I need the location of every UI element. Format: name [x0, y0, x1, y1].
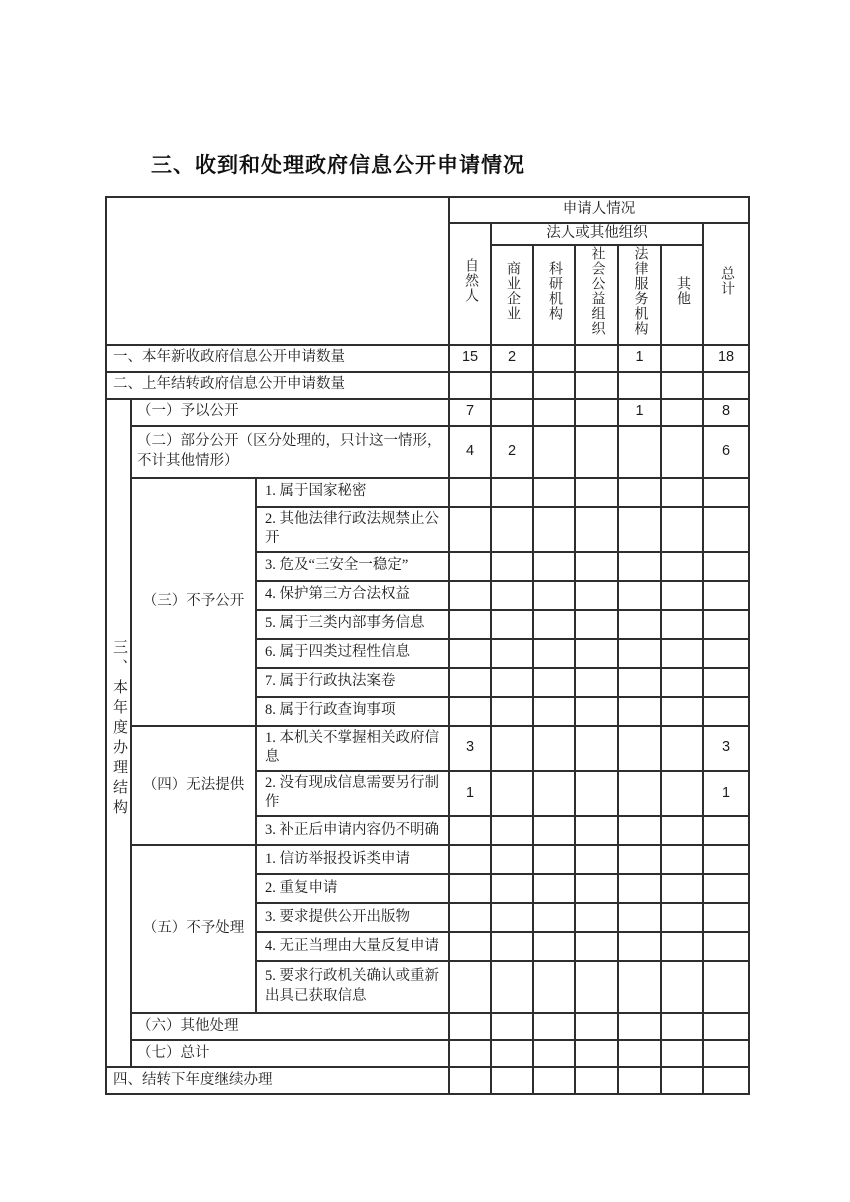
header-stub-cell — [106, 197, 449, 345]
table-row — [106, 372, 749, 399]
data-cell — [491, 1013, 533, 1040]
data-cell — [533, 610, 575, 639]
data-cell — [703, 697, 749, 726]
data-cell — [575, 816, 618, 845]
data-cell — [575, 639, 618, 668]
data-cell — [533, 639, 575, 668]
data-cell — [491, 668, 533, 697]
sub-item-label: 6. 属于四类过程性信息 — [256, 639, 449, 668]
data-cell — [703, 478, 749, 507]
data-cell — [533, 345, 575, 372]
data-cell — [533, 552, 575, 581]
group-label-no-processing: （五）不予处理 — [131, 845, 256, 1013]
column-header-legal-service — [618, 245, 661, 345]
data-cell — [661, 552, 703, 581]
data-cell — [618, 1067, 661, 1094]
vertical-text: 自然人 — [463, 258, 479, 303]
data-cell — [575, 903, 618, 932]
data-cell — [618, 932, 661, 961]
data-cell — [449, 1040, 491, 1067]
data-cell — [449, 874, 491, 903]
column-header-natural-person — [449, 223, 491, 345]
data-cell — [533, 581, 575, 610]
vertical-text: 三、本年度办理结构 — [111, 639, 127, 820]
data-cell — [618, 372, 661, 399]
row-label: 四、结转下年度继续办理 — [106, 1067, 449, 1094]
data-cell — [703, 932, 749, 961]
data-cell — [661, 507, 703, 552]
data-cell — [491, 932, 533, 961]
table-row — [106, 845, 749, 874]
table-row — [106, 478, 749, 507]
data-cell — [491, 372, 533, 399]
row-label: （六）其他处理 — [131, 1013, 449, 1040]
data-cell — [449, 478, 491, 507]
data-cell — [661, 345, 703, 372]
data-cell — [703, 874, 749, 903]
data-cell — [533, 961, 575, 1013]
data-cell — [661, 426, 703, 478]
data-cell — [703, 845, 749, 874]
data-cell — [533, 1013, 575, 1040]
data-cell — [703, 903, 749, 932]
data-cell — [449, 903, 491, 932]
data-cell — [618, 507, 661, 552]
sub-item-label: 2. 重复申请 — [256, 874, 449, 903]
data-cell — [661, 961, 703, 1013]
data-cell: 1 — [703, 771, 749, 816]
data-cell — [661, 610, 703, 639]
sub-item-label: 4. 保护第三方合法权益 — [256, 581, 449, 610]
data-cell — [449, 1067, 491, 1094]
sub-item-label: 3. 要求提供公开出版物 — [256, 903, 449, 932]
sub-item-label: 4. 无正当理由大量反复申请 — [256, 932, 449, 961]
data-cell — [618, 478, 661, 507]
data-cell — [533, 668, 575, 697]
data-cell — [618, 874, 661, 903]
data-cell — [661, 1067, 703, 1094]
data-cell — [533, 1067, 575, 1094]
vertical-text: 总计 — [719, 265, 735, 296]
data-cell: 4 — [449, 426, 491, 478]
row-label: （一）予以公开 — [131, 399, 449, 426]
data-cell — [703, 552, 749, 581]
vertical-text: 法律服务机构 — [632, 246, 648, 337]
data-cell — [575, 552, 618, 581]
data-cell — [533, 932, 575, 961]
data-cell — [661, 816, 703, 845]
sub-item-label: 3. 危及“三安全一稳定” — [256, 552, 449, 581]
data-cell — [491, 552, 533, 581]
data-cell: 3 — [703, 726, 749, 771]
column-header-applicant: 申请人情况 — [449, 197, 749, 223]
data-cell — [449, 816, 491, 845]
data-cell — [491, 507, 533, 552]
data-cell: 1 — [449, 771, 491, 816]
data-cell — [449, 610, 491, 639]
data-cell — [661, 697, 703, 726]
data-cell — [618, 697, 661, 726]
data-cell — [533, 697, 575, 726]
data-cell — [575, 697, 618, 726]
data-cell — [661, 399, 703, 426]
data-cell — [661, 845, 703, 874]
data-cell — [618, 816, 661, 845]
data-cell — [449, 932, 491, 961]
data-cell: 1 — [618, 399, 661, 426]
data-cell — [661, 581, 703, 610]
data-cell — [703, 639, 749, 668]
data-cell — [661, 932, 703, 961]
data-cell — [491, 1067, 533, 1094]
table-row — [106, 426, 749, 478]
data-cell — [661, 668, 703, 697]
data-cell — [618, 771, 661, 816]
data-cell — [618, 639, 661, 668]
data-cell: 1 — [618, 345, 661, 372]
data-cell — [491, 639, 533, 668]
data-cell — [491, 816, 533, 845]
data-cell — [533, 726, 575, 771]
data-cell — [491, 1040, 533, 1067]
data-cell — [575, 874, 618, 903]
row-label: （七）总计 — [131, 1040, 449, 1067]
sub-item-label: 1. 本机关不掌握相关政府信息 — [256, 726, 449, 771]
table-row — [106, 1067, 749, 1094]
data-cell — [533, 1040, 575, 1067]
data-cell — [575, 726, 618, 771]
sub-item-label: 2. 其他法律行政法规禁止公开 — [256, 507, 449, 552]
data-cell — [618, 845, 661, 874]
data-cell — [575, 1067, 618, 1094]
data-cell — [661, 639, 703, 668]
data-cell: 7 — [449, 399, 491, 426]
column-header-total — [703, 223, 749, 345]
data-cell — [703, 1013, 749, 1040]
data-cell — [575, 771, 618, 816]
data-cell — [491, 610, 533, 639]
row-label: 二、上年结转政府信息公开申请数量 — [106, 372, 449, 399]
data-cell — [703, 816, 749, 845]
data-cell — [449, 845, 491, 874]
data-cell — [575, 478, 618, 507]
row-label: 一、本年新收政府信息公开申请数量 — [106, 345, 449, 372]
data-cell — [491, 845, 533, 874]
data-cell — [449, 1013, 491, 1040]
section3-vertical-label — [106, 399, 131, 1067]
page-title: 三、收到和处理政府信息公开申请情况 — [151, 154, 525, 177]
sub-item-label: 8. 属于行政查询事项 — [256, 697, 449, 726]
data-cell — [703, 1040, 749, 1067]
data-cell — [491, 874, 533, 903]
data-cell — [661, 874, 703, 903]
data-cell: 15 — [449, 345, 491, 372]
data-cell — [703, 507, 749, 552]
data-cell — [575, 372, 618, 399]
data-cell — [533, 478, 575, 507]
table-row — [106, 197, 749, 223]
data-cell — [703, 961, 749, 1013]
table-row — [106, 726, 749, 771]
data-cell — [491, 581, 533, 610]
data-cell — [618, 1040, 661, 1067]
data-cell — [575, 668, 618, 697]
data-cell — [491, 903, 533, 932]
sub-item-label: 3. 补正后申请内容仍不明确 — [256, 816, 449, 845]
sub-item-label: 5. 要求行政机关确认或重新出具已获取信息 — [256, 961, 449, 1013]
data-cell — [575, 1013, 618, 1040]
data-cell: 2 — [491, 345, 533, 372]
data-cell — [533, 771, 575, 816]
table-row — [106, 399, 749, 426]
data-cell — [703, 610, 749, 639]
data-cell — [703, 372, 749, 399]
data-cell — [449, 507, 491, 552]
data-cell — [618, 552, 661, 581]
data-cell — [618, 903, 661, 932]
data-cell — [449, 639, 491, 668]
data-cell — [533, 507, 575, 552]
vertical-text: 其他 — [675, 276, 691, 307]
data-cell: 18 — [703, 345, 749, 372]
data-cell — [533, 372, 575, 399]
sub-item-label: 2. 没有现成信息需要另行制作 — [256, 771, 449, 816]
data-cell — [449, 961, 491, 1013]
sub-item-label: 7. 属于行政执法案卷 — [256, 668, 449, 697]
data-cell — [491, 961, 533, 1013]
data-cell — [618, 668, 661, 697]
data-cell — [661, 726, 703, 771]
data-cell — [575, 961, 618, 1013]
vertical-text: 商业企业 — [505, 261, 521, 322]
data-cell — [533, 903, 575, 932]
data-cell — [575, 426, 618, 478]
data-cell — [449, 552, 491, 581]
data-cell — [533, 874, 575, 903]
data-cell — [575, 845, 618, 874]
data-cell: 8 — [703, 399, 749, 426]
vertical-text: 科研机构 — [547, 261, 563, 322]
data-cell — [575, 610, 618, 639]
column-header-business — [491, 245, 533, 345]
data-cell — [703, 668, 749, 697]
data-cell: 2 — [491, 426, 533, 478]
data-cell: 6 — [703, 426, 749, 478]
data-cell — [618, 1013, 661, 1040]
data-cell — [449, 668, 491, 697]
sub-item-label: 1. 属于国家秘密 — [256, 478, 449, 507]
data-cell — [703, 581, 749, 610]
data-cell — [449, 372, 491, 399]
data-cell — [661, 903, 703, 932]
data-cell — [491, 399, 533, 426]
data-cell — [575, 581, 618, 610]
data-cell — [661, 478, 703, 507]
row-label: （二）部分公开（区分处理的，只计这一情形，不计其他情形） — [131, 426, 449, 478]
data-cell — [533, 426, 575, 478]
data-cell — [575, 932, 618, 961]
sub-item-label: 5. 属于三类内部事务信息 — [256, 610, 449, 639]
data-cell — [575, 507, 618, 552]
data-cell — [533, 845, 575, 874]
data-cell — [533, 399, 575, 426]
data-cell — [618, 961, 661, 1013]
application-table — [105, 196, 750, 1095]
data-cell — [491, 726, 533, 771]
group-label-refusal: （三）不予公开 — [131, 478, 256, 726]
data-cell — [703, 1067, 749, 1094]
table-row — [106, 345, 749, 372]
data-cell — [533, 816, 575, 845]
data-cell — [618, 426, 661, 478]
table-row — [106, 1040, 749, 1067]
data-cell — [618, 610, 661, 639]
data-cell — [575, 399, 618, 426]
data-cell — [661, 372, 703, 399]
group-label-unable-to-provide: （四）无法提供 — [131, 726, 256, 845]
vertical-text: 社会公益组织 — [589, 246, 605, 337]
data-cell — [618, 726, 661, 771]
data-cell — [661, 1013, 703, 1040]
data-cell — [491, 771, 533, 816]
data-cell — [449, 581, 491, 610]
data-cell: 3 — [449, 726, 491, 771]
data-cell — [491, 478, 533, 507]
column-header-research — [533, 245, 575, 345]
table-row — [106, 1013, 749, 1040]
column-header-other — [661, 245, 703, 345]
data-cell — [449, 697, 491, 726]
sub-item-label: 1. 信访举报投诉类申请 — [256, 845, 449, 874]
data-cell — [661, 1040, 703, 1067]
column-header-public-welfare — [575, 245, 618, 345]
data-cell — [575, 1040, 618, 1067]
data-cell — [491, 697, 533, 726]
column-header-legal-org: 法人或其他组织 — [491, 223, 703, 245]
data-cell — [661, 771, 703, 816]
data-cell — [575, 345, 618, 372]
data-cell — [618, 581, 661, 610]
